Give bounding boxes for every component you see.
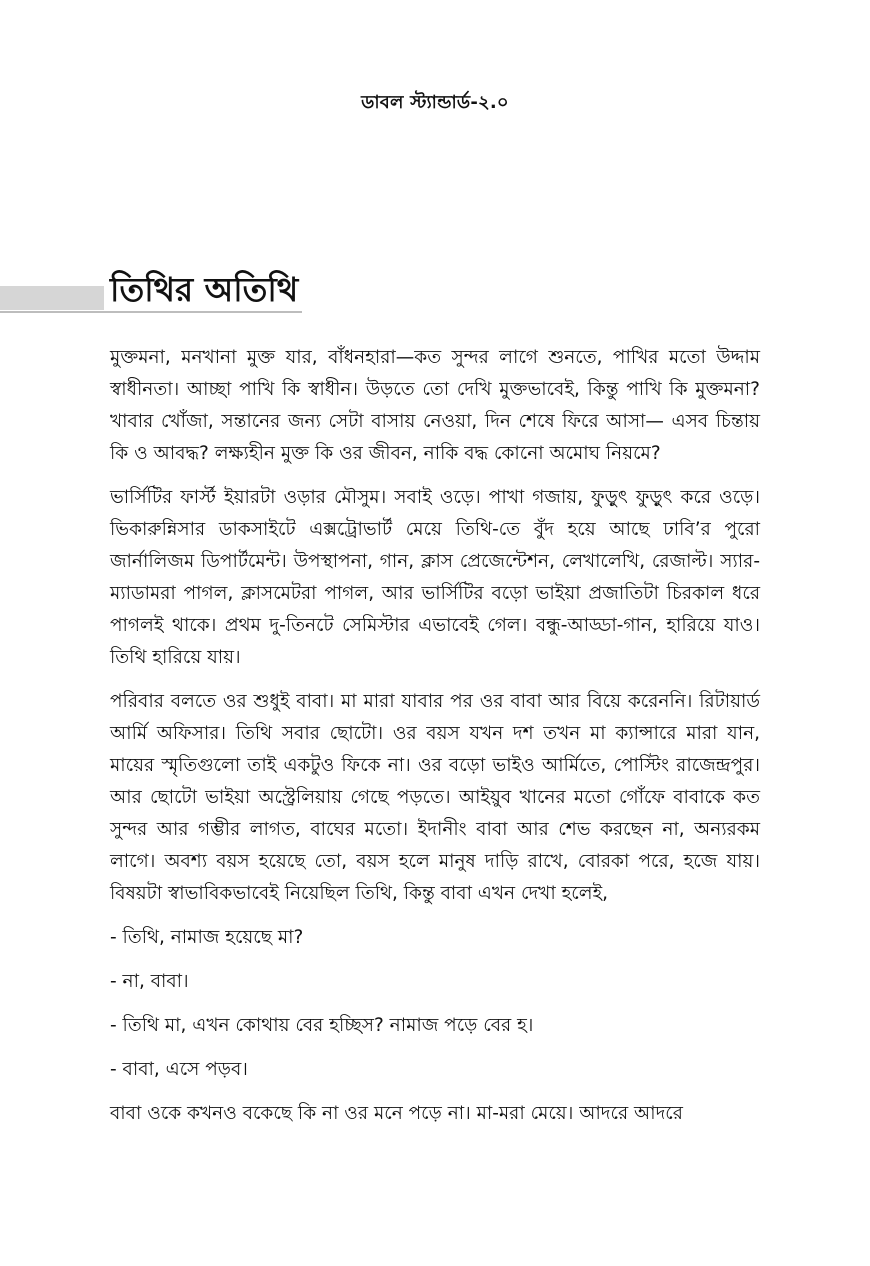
dialogue-line-3: - তিথি মা, এখন কোথায় বের হচ্ছিস? নামাজ পড়ে বের হ। bbox=[110, 1015, 534, 1036]
paragraph-3: পরিবার বলতে ওর শুধুই বাবা। মা মারা যাবার পর ওর বাবা আর বিয়ে করেননি। রিটায়ার্ড আর্মি অফিসার। তিথি সবার ছোটো। ওর বয়স যখন দশ তখন মা ক্যান্সারে মারা যান, মায়ের স্মৃতিগুলো তাই একটুও ফিকে না। ওর বড়ো ভাইও আর্মিতে, পোস্টিং রাজেন্দ্রপুর। আর ছোটো ভাইয়া অস্ট্রেলিয়ায় গেছে পড়তে। আইয়ুব খানের মতো গোঁফে বাবাকে কত সুন্দর আর গম্ভীর লাগত, বাঘের মতো। ইদানীং বাবা আর শেভ করছেন না, অন্যরকম লাগে। অবশ্য বয়স হয়েছে তো, বয়স হলে মানুষ দাড়ি রাখে, বোরকা পরে, হজে যায়। বিষয়টা স্বাভাবিকভাবেই নিয়েছিল তিথি, কিন্তু বাবা এখন দেখা হলেই, bbox=[110, 691, 760, 904]
body-text bbox=[110, 342, 760, 1142]
dialogue-line-1: - তিথি, নামাজ হয়েছে মা? bbox=[110, 927, 304, 948]
dialogue-line-2: - না, বাবা। bbox=[110, 971, 189, 992]
closing-paragraph: বাবা ওকে কখনও বকেছে কি না ওর মনে পড়ে না। মা-মরা মেয়ে। আদরে আদরে bbox=[110, 1103, 683, 1124]
title-decoration-band bbox=[0, 286, 104, 310]
chapter-title: তিথির অতিথি bbox=[110, 270, 299, 309]
paragraph-1: মুক্তমনা, মনখানা মুক্ত যার, বাঁধনহারা—কত সুন্দর লাগে শুনতে, পাখির মতো উদ্দাম স্বাধীনতা। আচ্ছা পাখি কি স্বাধীন। উড়তে তো দেখি মুক্তভাবেই, কিন্তু পাখি কি মুক্তমনা? খাবার খোঁজা, সন্তানের জন্য সেটা বাসায় নেওয়া, দিন শেষে ফিরে আসা— এসব চিন্তায় কি ও আবদ্ধ? লক্ষ্যহীন মুক্ত কি ওর জীবন, নাকি বদ্ধ কোনো অমোঘ নিয়মে? bbox=[110, 347, 760, 464]
running-header: ডাবল স্ট্যান্ডার্ড-২.০ bbox=[361, 92, 509, 113]
dialogue-line-4: - বাবা, এসে পড়ব। bbox=[110, 1059, 248, 1080]
paragraph-2: ভার্সিটির ফার্স্ট ইয়ারটা ওড়ার মৌসুম। সবাই ওড়ে। পাখা গজায়, ফুড়ুৎ ফুড়ুৎ করে ওড়ে। ভিকারুন্নিসার ডাকসাইটে এক্সট্রোভার্ট মেয়ে তিথি-তে বুঁদ হয়ে আছে ঢাবি’র পুরো জার্নালিজম ডিপার্টমেন্ট। উপস্থাপনা, গান, ক্লাস প্রেজেন্টেশন, লেখালেখি, রেজাল্ট। স্যার-ম্যাডামরা পাগল, ক্লাসমেটরা পাগল, আর ভার্সিটির বড়ো ভাইয়া প্রজাতিটা চিরকাল ধরে পাগলই থাকে। প্রথম দু-তিনটে সেমিস্টার এভাবেই গেল। বন্ধু-আড্ডা-গান, হারিয়ে যাও। তিথি হারিয়ে যায়। bbox=[110, 487, 760, 668]
